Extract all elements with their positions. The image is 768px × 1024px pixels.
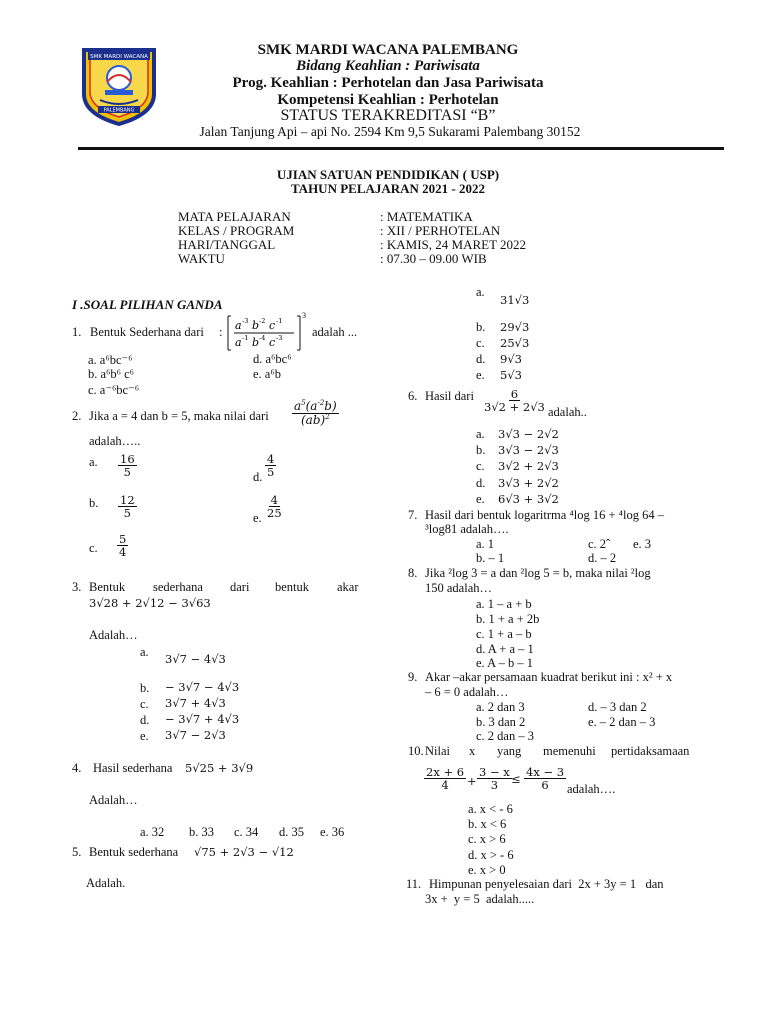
school-logo <box>78 46 160 126</box>
svg-text:-3: -3 <box>276 334 283 342</box>
q2-option-e-letter[interactable]: e. <box>253 511 262 525</box>
q3-word-3: dari <box>230 580 250 594</box>
q10-option-c[interactable]: c. x > 6 <box>468 832 506 846</box>
q5-option-d-value: 9√3 <box>500 352 522 366</box>
header-divider <box>78 147 724 150</box>
q8-option-b[interactable]: b. 1 + a + 2b <box>476 612 540 626</box>
q9-option-c[interactable]: c. 2 dan – 3 <box>476 729 534 743</box>
q6-option-e-letter[interactable]: e. <box>476 492 485 506</box>
q10-fraction-2: $\frac{3 - x}{3}$ <box>479 765 510 793</box>
q5-option-c-letter[interactable]: c. <box>476 336 485 350</box>
q6-option-d-value: 3√3 + 2√2 <box>498 476 559 490</box>
q7-option-b[interactable]: b. – 1 <box>476 551 505 565</box>
q2-option-d-letter[interactable]: d. <box>253 470 263 484</box>
q2-option-c-value: $\frac{5}{4}$ <box>119 532 127 560</box>
q10-option-b[interactable]: b. x < 6 <box>468 817 507 831</box>
bidang-keahlian: Bidang Keahlian : Pariwisata <box>296 58 480 74</box>
q11-line-2: 3x + y = 5 adalah..... <box>425 892 535 906</box>
q4-text: Hasil sederhana <box>93 761 173 775</box>
q8-option-c[interactable]: c. 1 + a – b <box>476 627 532 641</box>
svg-text:-1: -1 <box>276 317 283 325</box>
q6-option-e-value: 6√3 + 3√2 <box>498 492 559 506</box>
info-value-class: : XII / PERHOTELAN <box>380 223 501 238</box>
info-label-subject: MATA PELAJARAN <box>178 209 291 224</box>
svg-text:-2: -2 <box>259 317 266 325</box>
q3-option-c-letter[interactable]: c. <box>140 697 149 711</box>
info-value-date: : KAMIS, 24 MARET 2022 <box>380 237 527 252</box>
q2-expression: $\frac{a^5(a^{-2}b)}{(ab)^2}$ <box>294 399 337 427</box>
q6-text: Hasil dari <box>425 389 474 403</box>
q1-option-d[interactable]: d. a⁶bc⁶ <box>253 352 292 366</box>
q7-option-a[interactable]: a. 1 <box>476 537 495 551</box>
q2-number: 2. <box>72 409 82 423</box>
q4-option-e[interactable]: e. 36 <box>320 825 345 839</box>
q3-option-c-value: 3√7 + 4√3 <box>165 696 226 710</box>
q10-fraction-1: $\frac{2x + 6}{4}$ <box>426 765 465 793</box>
q8-option-a[interactable]: a. 1 – a + b <box>476 597 532 611</box>
q1-option-e[interactable]: e. a⁶b <box>253 367 281 381</box>
q6-option-b-value: 3√3 − 2√3 <box>498 443 559 457</box>
q1-number: 1. <box>72 325 82 339</box>
q3-option-d-letter[interactable]: d. <box>140 713 150 727</box>
q1-tail: adalah ... <box>312 325 358 339</box>
q6-option-b-letter[interactable]: b. <box>476 443 486 457</box>
q5-option-b-letter[interactable]: b. <box>476 320 486 334</box>
q3-option-a-letter[interactable]: a. <box>140 645 149 659</box>
q5-number: 5. <box>72 845 82 859</box>
q9-option-b[interactable]: b. 3 dan 2 <box>476 715 526 729</box>
svg-text:-1: -1 <box>242 334 249 342</box>
q2-option-a-letter[interactable]: a. <box>89 455 98 469</box>
q7-line-1: Hasil dari bentuk logaritrma ⁴log 16 + ⁴log 64 – <box>425 508 664 522</box>
q5-option-a-value: 31√3 <box>500 293 530 307</box>
q3-word-4: bentuk <box>275 580 310 594</box>
q6-option-a-value: 3√3 − 2√2 <box>498 427 559 441</box>
q10-option-d[interactable]: d. x > - 6 <box>468 848 514 862</box>
logo-bottom-text: PALEMBANG <box>103 107 135 114</box>
q9-line-2: – 6 = 0 adalah… <box>425 685 509 699</box>
q1-option-a[interactable]: a. a⁶bc⁻⁶ <box>88 353 133 367</box>
q5-option-b-value: 29√3 <box>500 320 530 334</box>
q3-option-a-value: 3√7 − 4√3 <box>165 652 226 666</box>
q7-option-d[interactable]: d. – 2 <box>588 551 617 565</box>
q3-option-b-letter[interactable]: b. <box>140 681 150 695</box>
q3-option-d-value: − 3√7 + 4√3 <box>165 712 240 726</box>
info-value-subject: : MATEMATIKA <box>380 209 473 224</box>
svg-text:c: c <box>269 336 276 349</box>
q11-line-1: Himpunan penyelesaian dari 2x + 3y = 1 dan <box>429 877 664 891</box>
q2-text: Jika a = 4 dan b = 5, maka nilai dari <box>89 409 269 423</box>
q10-option-e[interactable]: e. x > 0 <box>468 863 506 877</box>
accreditation-status: STATUS TERAKREDITASI “B” <box>280 107 496 124</box>
q10-word-5: pertidaksamaan <box>611 744 690 758</box>
q5-option-d-letter[interactable]: d. <box>476 352 486 366</box>
q5-continuation: Adalah. <box>86 876 126 890</box>
q3-option-e-letter[interactable]: e. <box>140 729 149 743</box>
q10-word-3: yang <box>497 744 522 758</box>
svg-text:-4: -4 <box>259 334 266 342</box>
info-label-date: HARI/TANGGAL <box>178 237 276 252</box>
svg-text:c: c <box>269 319 276 332</box>
q4-expression: 5√25 + 3√9 <box>185 761 254 775</box>
info-value-time: : 07.30 – 09.00 WIB <box>380 251 487 266</box>
q3-word-2: sederhana <box>153 580 203 594</box>
q4-option-b[interactable]: b. 33 <box>189 825 214 839</box>
q5-expression: √75 + 2√3 − √12 <box>194 845 294 859</box>
q6-number: 6. <box>408 389 418 403</box>
q10-fraction-3: $\frac{4x - 3}{6}$ <box>526 765 565 793</box>
q5-option-e-letter[interactable]: e. <box>476 368 485 382</box>
q2-option-b-value: $\frac{12}{5}$ <box>120 493 135 521</box>
q10-number: 10. <box>408 744 424 758</box>
q7-number: 7. <box>408 508 418 522</box>
q3-option-b-value: − 3√7 − 4√3 <box>165 680 240 694</box>
svg-text:a: a <box>235 336 242 349</box>
q9-line-1: Akar –akar persamaan kuadrat berikut ini : x² + x <box>425 670 673 684</box>
q4-number: 4. <box>72 761 82 775</box>
q9-option-a[interactable]: a. 2 dan 3 <box>476 700 525 714</box>
q2-option-a-value: $\frac{16}{5}$ <box>120 452 135 480</box>
school-address: Jalan Tanjung Api – api No. 2594 Km 9,5 Sukarami Palembang 30152 <box>199 124 581 139</box>
program-keahlian: Prog. Keahlian : Perhotelan dan Jasa Pariwisata <box>232 75 544 91</box>
exam-year: TAHUN PELAJARAN 2021 - 2022 <box>290 181 486 196</box>
q10-word-4: memenuhi <box>543 744 596 758</box>
q1-option-c[interactable]: c. a⁻⁶bc⁻⁶ <box>88 383 140 397</box>
svg-text:b: b <box>252 319 260 332</box>
q2-continuation: adalah….. <box>89 434 141 448</box>
q5-option-c-value: 25√3 <box>500 336 530 350</box>
q3-word-5: akar <box>337 580 359 594</box>
q2-option-b-letter[interactable]: b. <box>89 496 99 510</box>
q7-option-c[interactable]: c. 2ˆ <box>588 537 611 551</box>
q5-option-a-letter[interactable]: a. <box>476 285 485 299</box>
q8-line-1: Jika ²log 3 = a dan ²log 5 = b, maka nilai ²log <box>425 566 651 580</box>
q8-line-2: 150 adalah… <box>425 581 492 595</box>
q1-expression <box>226 314 308 352</box>
school-logo-svg <box>78 46 160 126</box>
q10-word-2: x <box>469 744 476 758</box>
q3-word-1: Bentuk <box>89 580 126 594</box>
svg-text:-3: -3 <box>242 317 249 325</box>
logo-top-text: SMK MARDI WACANA <box>90 54 148 60</box>
q8-option-d[interactable]: d. A + a – 1 <box>476 642 534 656</box>
q10-option-a[interactable]: a. x < - 6 <box>468 802 513 816</box>
q4-continuation: Adalah… <box>89 793 138 807</box>
q11-number: 11. <box>406 877 422 891</box>
q1-text: Bentuk Sederhana dari <box>90 325 204 339</box>
q3-expression: 3√28 + 2√12 − 3√63 <box>89 596 211 610</box>
q9-number: 9. <box>408 670 418 684</box>
q10-word-1: Nilai <box>425 744 450 758</box>
q2-option-d-value: $\frac{4}{5}$ <box>267 452 275 480</box>
q10-operator-plus: + <box>467 774 477 788</box>
q2-option-c-letter[interactable]: c. <box>89 541 98 555</box>
q6-option-d-letter[interactable]: d. <box>476 476 486 490</box>
q8-option-e[interactable]: e. A – b – 1 <box>476 656 533 670</box>
q6-option-c-letter[interactable]: c. <box>476 459 485 473</box>
svg-text:b: b <box>252 336 260 349</box>
section-heading: I .SOAL PILIHAN GANDA <box>72 297 223 312</box>
exam-title: UJIAN SATUAN PENDIDIKAN ( USP) <box>276 167 500 182</box>
q4-option-c[interactable]: c. 34 <box>234 825 259 839</box>
q5-text: Bentuk sederhana <box>89 845 179 859</box>
q7-line-2: ³log81 adalah…. <box>425 522 509 536</box>
q6-option-a-letter[interactable]: a. <box>476 427 485 441</box>
q3-number: 3. <box>72 580 82 594</box>
q4-option-a[interactable]: a. 32 <box>140 825 165 839</box>
q9-option-e[interactable]: e. – 2 dan – 3 <box>588 715 656 729</box>
q6-tail: adalah.. <box>548 405 587 419</box>
q2-option-e-value: $\frac{4}{25}$ <box>267 493 282 521</box>
q8-number: 8. <box>408 566 418 580</box>
q7-option-e[interactable]: e. 3 <box>633 537 652 551</box>
q10-tail: adalah…. <box>567 782 616 796</box>
svg-text:a: a <box>235 319 242 332</box>
q3-option-e-value: 3√7 − 2√3 <box>165 728 226 742</box>
q4-option-d[interactable]: d. 35 <box>279 825 304 839</box>
q6-option-c-value: 3√2 + 2√3 <box>498 459 559 473</box>
q3-continuation: Adalah… <box>89 628 138 642</box>
info-label-time: WAKTU <box>178 251 225 266</box>
q1-option-b[interactable]: b. a⁶b⁶ c⁶ <box>88 367 135 381</box>
info-label-class: KELAS / PROGRAM <box>178 223 295 238</box>
q10-operator-leq: ≤ <box>511 772 521 786</box>
school-name: SMK MARDI WACANA PALEMBANG <box>257 42 519 58</box>
q9-option-d[interactable]: d. – 3 dan 2 <box>588 700 647 714</box>
q5-option-e-value: 5√3 <box>500 368 522 382</box>
q1-exponent: 3 <box>302 311 306 320</box>
q6-fraction: $\frac{6}{3√2 + 2√3}$ <box>484 387 545 415</box>
exam-page: SMK MARDI WACANA PALEMBANG SMK MARDI WACANA PALEMBANG Bidang Keahlian : Pariwisata Prog. Keahlian : Perhotelan dan Jasa Pariwisata Kompetensi Keahlian : Perhotelan STATUS TERAKREDITASI “B” Jalan Tanjung Api – api No. 2594 Km 9,5 Sukarami Palembang 30152 UJIAN SATUAN PENDIDIKAN ( USP) TAHUN PELAJARAN 2021 - 2022 MATA PELAJARAN : MATEMATIKA KELAS / PROGRAM : XII / PERHOTELAN HARI/TANGGAL : KAMIS, 24 MARET 2022 WAKTU : 07.30 – 09.00 WIB I .SOAL PILIHAN GANDA 1. Bentuk Sederhana dari : a -3 b -2 c -1 a -1 b -4 c -3 3 adalah ... a. a⁶bc⁻⁶ d. a⁶bc⁶ b. a⁶b⁶ c⁶ e. a⁶b c. a⁻⁶bc⁻⁶ 2. Jika a = 4 dan b = 5, maka nilai dari $\frac{a^5(a^{-2}b)}{(ab)^2}$ adalah….. a. $\frac{16}{5}$ d. $\frac{4}{5}$ b. $\frac{12}{5}$ e. $\frac{4}{25}$ c. $\frac{5}{4}$ 3. Bentuk sederhana dari bentuk akar 3√28 + 2√12 − 3√63 Adalah… a. 3√7 − 4√3 b. − 3√7 − 4√3 c. 3√7 + 4√3 d. − 3√7 + 4√3 e. 3√7 − 2√3 4. Hasil sederhana 5√25 + 3√9 Adalah… a. 32 b. 33 c. 34 d. 35 e. 36 5. Bentuk sederhana √75 + 2√3 − √12 Adalah. a. 31√3 b. 29√3 c. 25√3 d. 9√3 e. 5√3 6. Hasil dari $\frac{6}{3√2 + 2√3}$ adalah.. a. 3√3 − 2√2 b. 3√3 − 2√3 c. 3√2 + 2√3 d. 3√3 + 2√2 e. 6√3 + 3√2 7. Hasil dari bentuk logaritrma ⁴log 16 + ⁴log 64 – ³log81 adalah…. a. 1 c. 2ˆ e. 3 b. – 1 d. – 2 8. Jika ²log 3 = a dan ²log 5 = b, maka nilai ²log 150 adalah… a. 1 – a + b b. 1 + a + 2b c. 1 + a – b d. A + a – 1 e. A – b – 1 9. Akar –akar persamaan kuadrat berikut ini : x² + x – 6 = 0 adalah… a. 2 dan 3 d. – 3 dan 2 b. 3 dan 2 e. – 2 dan – 3 c. 2 dan – 3 10. Nilai x yang memenuhi pertidaksamaan $\frac{2x + 6}{4}$ + $\frac{3 - x}{3}$ ≤ $\frac{4x - 3}{6}$ adalah…. a. x < - 6 b. x < 6 c. x > 6 d. x > - 6 e. x > 0 11. Himpunan penyelesaian dari 2x + 3y = 1 dan 3x + y = 5 adalah..... <box>0 0 768 1024</box>
kompetensi-keahlian: Kompetensi Keahlian : Perhotelan <box>277 92 499 108</box>
